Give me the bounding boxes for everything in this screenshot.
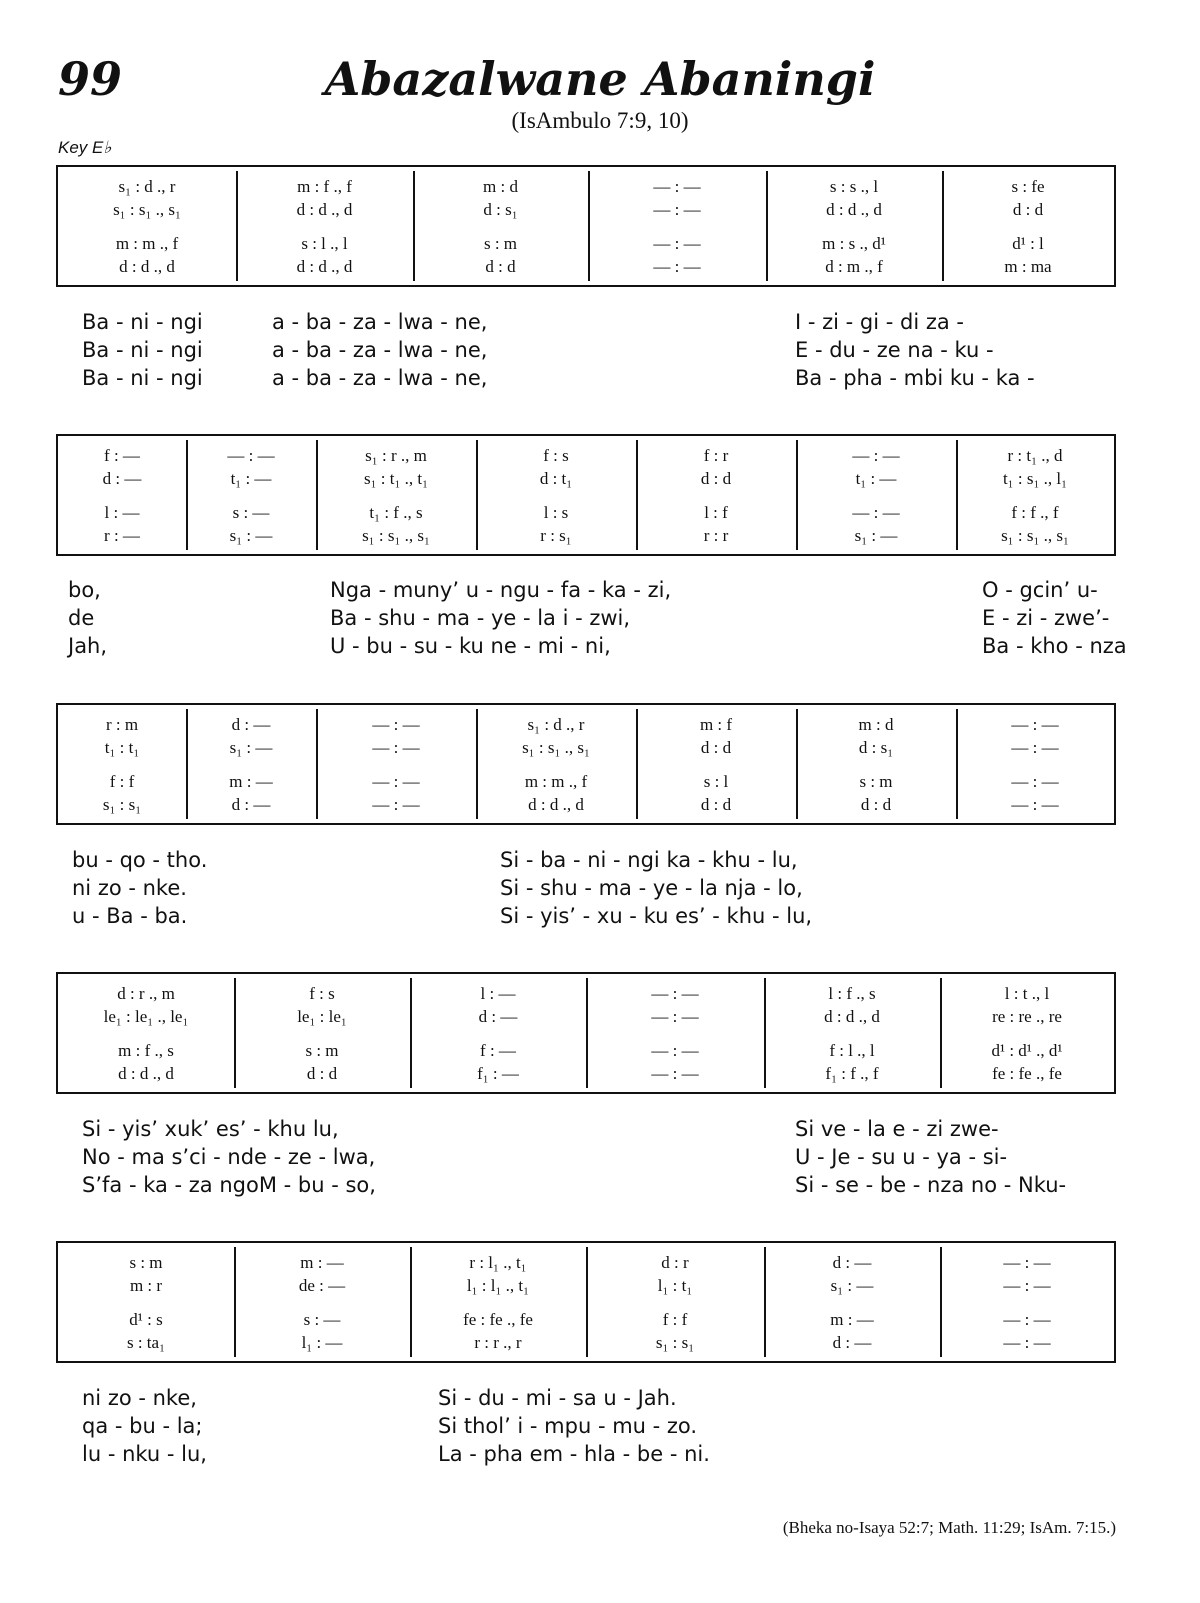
solfa-voice-line: f : f ., f — [1011, 503, 1059, 522]
measure — [940, 974, 1114, 1092]
lyrics-block — [0, 846, 1200, 936]
solfa-voice-line: — : — — [653, 177, 701, 196]
measure — [58, 436, 186, 554]
lyric-segment: bu - qo - tho. — [72, 848, 208, 872]
solfa-voice-line: s₁ : s₁ ., s₁ — [362, 526, 430, 545]
measure — [942, 167, 1114, 285]
bar-line — [586, 978, 588, 1088]
bar-line — [636, 709, 638, 819]
solfa-voice-line: r : m — [105, 715, 139, 734]
solfa-voice-line: t₁ : — — [230, 469, 272, 488]
bar-line — [796, 709, 798, 819]
bar-line — [410, 978, 412, 1088]
key-signature: Key E♭ — [58, 138, 112, 157]
solfa-voice-line: m : — — [229, 772, 273, 791]
solfa-voice-line: m : ma — [1004, 257, 1052, 276]
lyric-segment: Si - ba - ni - ngi ka - khu - lu, — [500, 848, 798, 872]
bar-line — [764, 1247, 766, 1357]
lyric-segment: O - gcin’ u- — [982, 578, 1098, 602]
measure — [588, 167, 766, 285]
measure — [586, 974, 764, 1092]
solfa-voice-line: d : r ., m — [117, 984, 175, 1003]
solfa-voice-line: m : f — [699, 715, 733, 734]
staff-system — [56, 434, 1116, 556]
solfa-voice-line: d : d ., d — [296, 257, 353, 276]
lyric-segment: Si thol’ i - mpu - mu - zo. — [438, 1414, 698, 1438]
solfa-voice-line: s₁ : d ., r — [527, 715, 585, 734]
lyric-segment: Ba - ni - ngi — [82, 366, 203, 390]
solfa-voice-line: — : — — [1003, 1310, 1051, 1329]
solfa-voice-line: s : — — [303, 1310, 341, 1329]
solfa-voice-line: d : d ., d — [528, 795, 584, 814]
solfa-voice-line: s : m — [859, 772, 893, 791]
solfa-voice-line: d : d — [700, 795, 732, 814]
bar-line — [942, 171, 944, 281]
lyric-segment: Ba - pha - mbi ku - ka - — [795, 366, 1035, 390]
measure — [764, 974, 940, 1092]
bar-line — [410, 1247, 412, 1357]
lyric-segment: E - du - ze na - ku - — [795, 338, 994, 362]
bar-line — [236, 171, 238, 281]
lyric-segment: u - Ba - ba. — [72, 904, 188, 928]
lyric-segment: Ba - kho - nza — [982, 634, 1127, 658]
solfa-voice-line: d : d ., d — [826, 200, 882, 219]
solfa-voice-line: — : — — [1003, 1253, 1051, 1272]
solfa-voice-line: l : — — [104, 503, 140, 522]
solfa-voice-line: t₁ : f ., s — [369, 503, 423, 522]
lyric-segment: a - ba - za - lwa - ne, — [272, 310, 488, 334]
solfa-voice-line: d¹ : d¹ ., d¹ — [991, 1041, 1063, 1060]
solfa-voice-line: d : — — [832, 1253, 872, 1272]
solfa-voice-line: s₁ : — — [229, 526, 273, 545]
solfa-voice-line: r : — — [104, 526, 140, 545]
lyric-segment: U - bu - su - ku ne - mi - ni, — [330, 634, 611, 658]
solfa-voice-line: s : m — [129, 1253, 163, 1272]
lyric-segment: La - pha em - hla - be - ni. — [438, 1442, 710, 1466]
solfa-voice-line: d : r — [661, 1253, 689, 1272]
solfa-voice-line: s₁ : — — [229, 738, 273, 757]
solfa-voice-line: s : l — [703, 772, 729, 791]
measure — [410, 1243, 586, 1361]
bar-line — [764, 978, 766, 1088]
lyric-segment: de — [68, 606, 95, 630]
lyric-segment: Nga - muny’ u - ngu - fa - ka - zi, — [330, 578, 672, 602]
solfa-voice-line: f : — — [480, 1041, 516, 1060]
bar-line — [766, 171, 768, 281]
solfa-voice-line: d : d ., d — [296, 200, 353, 219]
measure — [636, 436, 796, 554]
measure — [316, 436, 476, 554]
measure — [58, 974, 234, 1092]
lyric-segment: a - ba - za - lwa - ne, — [272, 366, 488, 390]
lyric-segment: bo, — [68, 578, 101, 602]
solfa-voice-line: s₁ : r ., m — [365, 446, 427, 465]
solfa-voice-line: r : t₁ ., d — [1007, 446, 1063, 465]
solfa-voice-line: r : s₁ — [540, 526, 572, 545]
measure — [413, 167, 588, 285]
measure — [586, 1243, 764, 1361]
measure — [58, 1243, 234, 1361]
solfa-voice-line: d : — — [231, 795, 271, 814]
lyric-segment: S’fa - ka - za ngoM - bu - so, — [82, 1173, 376, 1197]
solfa-voice-line: t₁ : s₁ ., l₁ — [1002, 469, 1068, 488]
lyric-segment: ni zo - nke. — [72, 876, 187, 900]
solfa-voice-line: s : m — [483, 234, 518, 253]
solfa-voice-line: f : s — [543, 446, 569, 465]
lyric-segment: Si - yis’ xuk’ es’ - khu lu, — [82, 1117, 339, 1141]
solfa-voice-line: — : — — [372, 738, 420, 757]
solfa-voice-line: d : t₁ — [539, 469, 573, 488]
solfa-voice-line: — : — — [227, 446, 275, 465]
bar-line — [940, 1247, 942, 1357]
solfa-voice-line: — : — — [651, 1064, 699, 1083]
solfa-voice-line: d : d — [700, 469, 732, 488]
measure — [186, 705, 316, 823]
solfa-voice-line: l₁ : — — [301, 1333, 343, 1352]
solfa-voice-line: f : f — [109, 772, 135, 791]
solfa-voice-line: m : m ., f — [524, 772, 588, 791]
solfa-voice-line: l : — — [480, 984, 516, 1003]
bar-line — [234, 978, 236, 1088]
measure — [940, 1243, 1114, 1361]
solfa-voice-line: d : s₁ — [858, 738, 894, 757]
solfa-voice-line: d : m ., f — [825, 257, 883, 276]
solfa-voice-line: d : d — [306, 1064, 338, 1083]
solfa-voice-line: — : — — [1011, 795, 1059, 814]
solfa-voice-line: d¹ : l — [1012, 234, 1044, 253]
lyric-segment: Ba - ni - ngi — [82, 338, 203, 362]
solfa-voice-line: s₁ : — — [854, 526, 898, 545]
bar-line — [234, 1247, 236, 1357]
solfa-voice-line: le₁ : le₁ — [297, 1007, 347, 1026]
bar-line — [476, 440, 478, 550]
solfa-voice-line: — : — — [852, 503, 900, 522]
solfa-voice-line: f : s — [309, 984, 335, 1003]
solfa-voice-line: s₁ : s₁ ., s₁ — [522, 738, 590, 757]
solfa-voice-line: f : — — [104, 446, 140, 465]
measure — [796, 705, 956, 823]
solfa-voice-line: d : d — [485, 257, 516, 276]
song-number: 99 — [58, 52, 123, 106]
solfa-voice-line: d¹ : s — [129, 1310, 163, 1329]
bar-line — [186, 440, 188, 550]
measure — [956, 436, 1114, 554]
solfa-voice-line: m : d — [483, 177, 518, 196]
lyric-segment: Jah, — [68, 634, 108, 658]
solfa-voice-line: d : — — [478, 1007, 518, 1026]
bar-line — [316, 440, 318, 550]
solfa-voice-line: s : m — [305, 1041, 339, 1060]
lyric-segment: No - ma s’ci - nde - ze - lwa, — [82, 1145, 376, 1169]
solfa-voice-line: s₁ : d ., r — [118, 177, 176, 196]
solfa-voice-line: s : ta₁ — [126, 1333, 166, 1352]
measure — [236, 167, 413, 285]
solfa-voice-line: s : — — [232, 503, 270, 522]
solfa-voice-line: — : — — [372, 772, 420, 791]
solfa-voice-line: — : — — [372, 795, 420, 814]
solfa-voice-line: — : — — [653, 257, 701, 276]
bar-line — [476, 709, 478, 819]
measure — [186, 436, 316, 554]
solfa-voice-line: d : — — [231, 715, 271, 734]
measure — [234, 974, 410, 1092]
solfa-voice-line: — : — — [1003, 1276, 1051, 1295]
solfa-voice-line: m : r — [129, 1276, 163, 1295]
solfa-voice-line: s₁ : s₁ ., s₁ — [113, 200, 181, 219]
measure — [764, 1243, 940, 1361]
solfa-voice-line: m : f ., f — [297, 177, 352, 196]
solfa-voice-line: l : t ., l — [1004, 984, 1050, 1003]
lyric-segment: U - Je - su u - ya - si- — [795, 1145, 1008, 1169]
solfa-voice-line: l₁ : t₁ — [657, 1276, 693, 1295]
solfa-voice-line: l : f — [704, 503, 728, 522]
solfa-voice-line: d : — — [832, 1333, 872, 1352]
solfa-voice-line: s₁ : s₁ ., s₁ — [1001, 526, 1069, 545]
bar-line — [186, 709, 188, 819]
measure — [316, 705, 476, 823]
solfa-voice-line: f₁ : — — [477, 1064, 519, 1083]
solfa-voice-line: le₁ : le₁ ., le₁ — [103, 1007, 189, 1026]
solfa-voice-line: d : d ., d — [119, 257, 175, 276]
solfa-voice-line: fe : fe ., fe — [463, 1310, 533, 1329]
solfa-voice-line: f₁ : f ., f — [825, 1064, 879, 1083]
solfa-voice-line: — : — — [651, 984, 699, 1003]
measure — [234, 1243, 410, 1361]
solfa-voice-line: s : l ., l — [301, 234, 348, 253]
solfa-voice-line: m : f ., s — [118, 1041, 174, 1060]
solfa-voice-line: — : — — [1011, 772, 1059, 791]
solfa-voice-line: d : d — [1012, 200, 1044, 219]
measure — [636, 705, 796, 823]
solfa-voice-line: s₁ : — — [830, 1276, 874, 1295]
solfa-voice-line: s₁ : s₁ — [655, 1333, 695, 1352]
measure — [410, 974, 586, 1092]
solfa-voice-line: l : f ., s — [828, 984, 876, 1003]
solfa-voice-line: m : — — [300, 1253, 344, 1272]
solfa-voice-line: m : m ., f — [115, 234, 179, 253]
lyric-segment: Si - du - mi - sa u - Jah. — [438, 1386, 677, 1410]
solfa-voice-line: l : s — [543, 503, 569, 522]
solfa-voice-line: — : — — [1011, 738, 1059, 757]
lyric-segment: qa - bu - la; — [82, 1414, 203, 1438]
solfa-voice-line: s₁ : t₁ ., t₁ — [363, 469, 429, 488]
lyric-segment: lu - nku - lu, — [82, 1442, 207, 1466]
solfa-voice-line: — : — — [1003, 1333, 1051, 1352]
solfa-voice-line: r : r — [703, 526, 729, 545]
lyric-segment: Si - shu - ma - ye - la nja - lo, — [500, 876, 803, 900]
solfa-voice-line: f : f — [662, 1310, 688, 1329]
solfa-voice-line: — : — — [651, 1007, 699, 1026]
song-title: Abazalwane Abaningi — [324, 52, 876, 106]
measure — [956, 705, 1114, 823]
solfa-voice-line: f : l ., l — [829, 1041, 875, 1060]
solfa-voice-line: s : s ., l — [829, 177, 879, 196]
lyric-segment: I - zi - gi - di za - — [795, 310, 964, 334]
bar-line — [588, 171, 590, 281]
bar-line — [956, 709, 958, 819]
scripture-reference: (IsAmbulo 7:9, 10) — [511, 108, 689, 133]
solfa-voice-line: — : — — [852, 446, 900, 465]
solfa-voice-line: s : fe — [1011, 177, 1045, 196]
lyrics-block — [0, 1384, 1200, 1474]
solfa-voice-line: — : — — [653, 200, 701, 219]
bar-line — [940, 978, 942, 1088]
solfa-voice-line: r : r ., r — [474, 1333, 522, 1352]
solfa-voice-line: d : d — [700, 738, 732, 757]
solfa-voice-line: m : d — [858, 715, 894, 734]
solfa-voice-line: — : — — [653, 234, 701, 253]
bar-line — [316, 709, 318, 819]
solfa-voice-line: m : s ., d¹ — [822, 234, 886, 253]
solfa-voice-line: — : — — [372, 715, 420, 734]
solfa-voice-line: t₁ : t₁ — [104, 738, 140, 757]
bar-line — [636, 440, 638, 550]
lyric-segment: ni zo - nke, — [82, 1386, 197, 1410]
solfa-voice-line: d : s₁ — [483, 200, 518, 219]
bar-line — [796, 440, 798, 550]
solfa-voice-line: de : — — [298, 1276, 346, 1295]
lyric-segment: a - ba - za - lwa - ne, — [272, 338, 488, 362]
staff-system — [56, 1241, 1116, 1363]
measure — [58, 167, 236, 285]
solfa-voice-line: re : re ., re — [992, 1007, 1062, 1026]
staff-system — [56, 165, 1116, 287]
staff-system — [56, 703, 1116, 825]
measure — [766, 167, 942, 285]
bar-line — [956, 440, 958, 550]
lyric-segment: Ba - ni - ngi — [82, 310, 203, 334]
solfa-voice-line: d : d ., d — [118, 1064, 174, 1083]
lyric-segment: Ba - shu - ma - ye - la i - zwi, — [330, 606, 631, 630]
bar-line — [586, 1247, 588, 1357]
lyric-segment: Si - yis’ - xu - ku es’ - khu - lu, — [500, 904, 813, 928]
solfa-voice-line: m : — — [830, 1310, 874, 1329]
measure — [58, 705, 186, 823]
solfa-voice-line: s₁ : s₁ — [102, 795, 142, 814]
lyrics-block — [0, 1115, 1200, 1205]
measure — [476, 705, 636, 823]
lyrics-block — [0, 308, 1200, 398]
staff-system — [56, 972, 1116, 1094]
lyric-segment: E - zi - zwe’- — [982, 606, 1110, 630]
solfa-voice-line: d : d — [860, 795, 892, 814]
lyric-segment: Si ve - la e - zi zwe- — [795, 1117, 999, 1141]
measure — [796, 436, 956, 554]
solfa-voice-line: f : r — [703, 446, 729, 465]
solfa-voice-line: d : d ., d — [824, 1007, 880, 1026]
solfa-voice-line: t₁ : — — [855, 469, 897, 488]
solfa-voice-line: — : — — [651, 1041, 699, 1060]
solfa-voice-line: — : — — [1011, 715, 1059, 734]
lyrics-block — [0, 576, 1200, 666]
lyric-segment: Si - se - be - nza no - Nku- — [795, 1173, 1067, 1197]
solfa-voice-line: fe : fe ., fe — [992, 1064, 1062, 1083]
solfa-voice-line: d : — — [102, 469, 142, 488]
bar-line — [413, 171, 415, 281]
solfa-voice-line: l₁ : l₁ ., t₁ — [466, 1276, 530, 1295]
measure — [476, 436, 636, 554]
footnote-references: (Bheka no-Isaya 52:7; Math. 11:29; IsAm. 7:15.) — [782, 1518, 1116, 1537]
solfa-voice-line: r : l₁ ., t₁ — [469, 1253, 527, 1272]
